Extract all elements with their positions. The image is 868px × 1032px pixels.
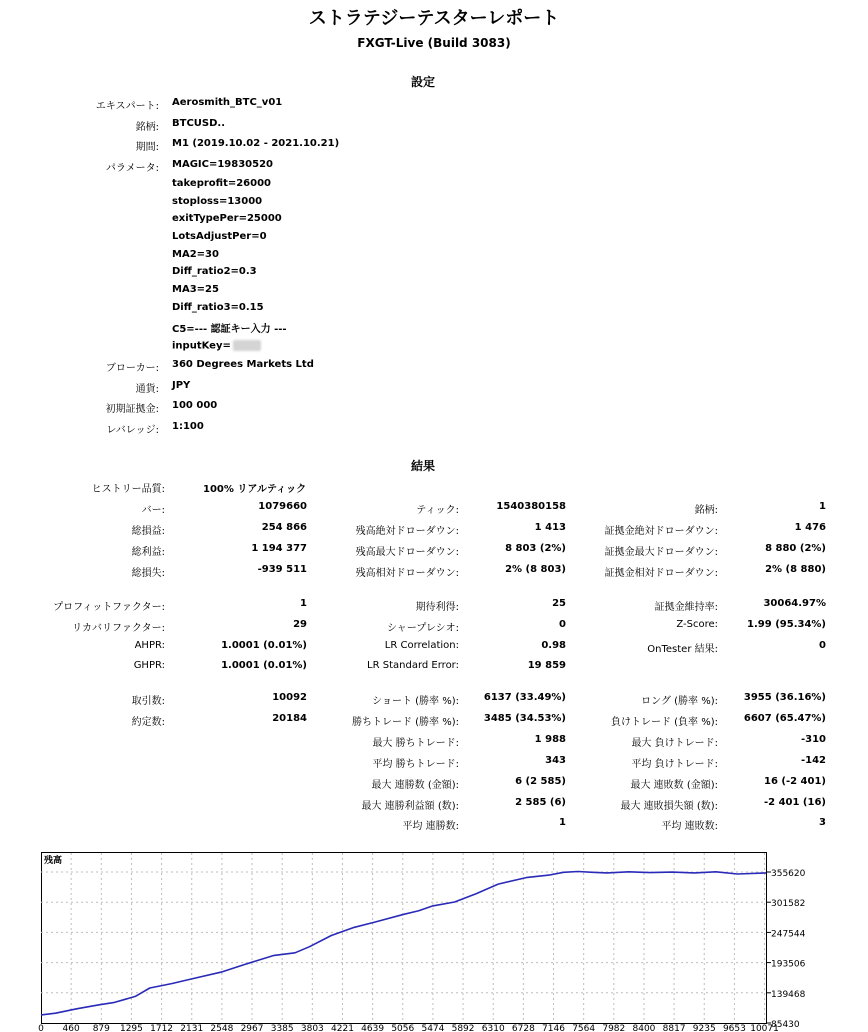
result-label: 平均 連敗数: <box>661 821 718 832</box>
result-value: 0 <box>819 640 826 651</box>
y-tick-label: 193506 <box>771 959 806 970</box>
setting-value <box>172 302 264 313</box>
result-value: 1.99 (95.34%) <box>747 619 826 630</box>
history-quality-label: ヒストリー品質: <box>91 484 165 495</box>
y-tick-label: 301582 <box>771 899 806 910</box>
setting-value <box>172 118 225 129</box>
result-label: 総利益: <box>131 547 165 558</box>
y-tick-label: 355620 <box>771 869 806 879</box>
result-value: 2% (8 803) <box>505 564 566 575</box>
setting-value-text: takeprofit=26000 <box>172 178 272 189</box>
chart-title: 残高 <box>44 856 63 866</box>
setting-label: 通貨: <box>135 384 159 395</box>
x-tick-label: 5892 <box>451 1024 475 1032</box>
result-value: -310 <box>800 734 826 745</box>
result-value: 3955 (36.16%) <box>743 692 826 703</box>
x-tick-label: 1712 <box>150 1024 174 1032</box>
setting-value-text: Diff_ratio2=0.3 <box>172 266 257 277</box>
x-tick-label: 879 <box>92 1024 110 1032</box>
result-label: 平均 連勝数: <box>402 821 459 832</box>
result-value: 0.98 <box>541 640 566 651</box>
setting-value <box>172 231 267 242</box>
setting-value <box>172 196 262 207</box>
setting-value <box>172 340 261 352</box>
result-label: 最大 連敗損失額 (数): <box>620 801 718 812</box>
y-tick-label: 139468 <box>771 989 806 1000</box>
result-value: 1 194 377 <box>251 543 307 554</box>
result-label: 勝ちトレード (勝率 %): <box>351 717 459 728</box>
redacted-key-blur <box>233 340 261 351</box>
result-value: 1 413 <box>534 522 566 533</box>
setting-value <box>172 284 219 295</box>
x-tick-label: 7146 <box>542 1024 565 1032</box>
results-heading: 結果 <box>410 459 435 473</box>
setting-label: レバレッジ: <box>106 425 159 436</box>
setting-value-text: 1:100 <box>172 421 204 432</box>
setting-label: ブローカー: <box>105 363 159 374</box>
setting-value-text: MA2=30 <box>172 249 219 260</box>
result-value: 2 585 (6) <box>515 797 566 808</box>
x-tick-label: 4221 <box>331 1024 354 1032</box>
setting-value <box>172 249 219 260</box>
setting-value <box>172 97 282 108</box>
result-value: 6607 (65.47%) <box>743 713 826 724</box>
setting-value <box>172 178 271 189</box>
setting-value-text: MAGIC=19830520 <box>172 159 274 170</box>
y-tick-label: 85430 <box>771 1020 800 1030</box>
result-label: 銘柄: <box>694 505 718 516</box>
result-label: 取引数: <box>131 696 165 707</box>
x-tick-label: 2548 <box>210 1024 234 1032</box>
x-tick-label: 8817 <box>662 1024 686 1032</box>
setting-value <box>172 380 190 391</box>
result-label: 残高相対ドローダウン: <box>355 568 459 579</box>
result-value: 1540380158 <box>496 501 566 512</box>
setting-value-text: LotsAdjustPer=0 <box>172 231 267 242</box>
result-label: 最大 連勝数 (金額): <box>371 780 459 791</box>
result-label: リカバリファクター: <box>72 623 165 634</box>
setting-value <box>172 400 217 411</box>
result-label: プロフィットファクター: <box>53 602 165 613</box>
result-value: -142 <box>800 755 826 766</box>
result-label: 平均 負けトレード: <box>631 759 718 770</box>
x-tick-label: 3385 <box>270 1024 294 1032</box>
x-tick-label: 5056 <box>391 1024 415 1032</box>
result-value: 3 <box>819 817 826 828</box>
history-quality-value: 100% リアルティック <box>203 484 307 495</box>
balance-chart-svg <box>38 852 868 1032</box>
balance-chart <box>38 852 868 1032</box>
result-value: 1 <box>559 817 566 828</box>
result-value: 254 866 <box>261 522 307 533</box>
result-label: ロング (勝率 %): <box>641 696 718 707</box>
result-label: 残高絶対ドローダウン: <box>355 526 459 537</box>
report-title: ストラテジーテスターレポート <box>308 8 560 29</box>
x-tick-label: 7982 <box>602 1024 626 1032</box>
result-value: 1 988 <box>534 734 566 745</box>
result-value: 2% (8 880) <box>765 564 826 575</box>
result-value: 16 (-2 401) <box>763 776 826 787</box>
x-tick-label: 5474 <box>421 1024 445 1032</box>
setting-value <box>172 159 273 170</box>
result-value: 8 803 (2%) <box>505 543 566 554</box>
result-label: 証拠金最大ドローダウン: <box>604 547 718 558</box>
result-label: 最大 連勝利益額 (数): <box>361 801 459 812</box>
result-value: 29 <box>293 619 307 630</box>
setting-label: パラメータ: <box>105 163 159 174</box>
x-tick-label: 2967 <box>240 1024 264 1032</box>
result-value: 6 (2 585) <box>515 776 566 787</box>
result-label: AHPR: <box>134 640 165 651</box>
setting-value <box>172 138 339 149</box>
result-label: 最大 負けトレード: <box>631 738 718 749</box>
result-label: ショート (勝率 %): <box>372 696 459 707</box>
setting-value-text: C5=--- 認証キー入力 --- <box>172 324 287 335</box>
result-value: 30064.97% <box>763 598 826 609</box>
result-value: 20184 <box>272 713 307 724</box>
x-tick-label: 8400 <box>632 1024 656 1032</box>
setting-value-text: MA3=25 <box>172 284 219 295</box>
setting-value-text: Diff_ratio3=0.15 <box>172 302 264 313</box>
result-label: 約定数: <box>131 717 165 728</box>
setting-label: 初期証拠金: <box>105 404 159 415</box>
result-label: 総損益: <box>131 526 165 537</box>
result-label: 負けトレード (負率 %): <box>610 717 718 728</box>
result-value: 1.0001 (0.01%) <box>221 660 307 671</box>
x-tick-label: 6310 <box>481 1024 505 1032</box>
x-tick-label: 9653 <box>722 1024 746 1032</box>
result-value: 0 <box>559 619 566 630</box>
setting-value <box>172 359 314 370</box>
result-label: シャープレシオ: <box>386 623 459 634</box>
setting-label: エキスパート: <box>95 101 159 112</box>
setting-label: 銘柄: <box>135 122 159 133</box>
x-tick-label: 6728 <box>511 1024 535 1032</box>
result-value: 1 <box>300 598 307 609</box>
setting-value-text: M1 (2019.10.02 - 2021.10.21) <box>172 138 340 149</box>
settings-heading: 設定 <box>410 75 435 89</box>
result-value: 6137 (33.49%) <box>483 692 566 703</box>
result-value: 1.0001 (0.01%) <box>221 640 307 651</box>
x-tick-label: 7564 <box>572 1024 596 1032</box>
setting-value-text: 100 000 <box>172 400 218 411</box>
result-label: 証拠金相対ドローダウン: <box>604 568 718 579</box>
x-tick-label: 10071 <box>750 1024 779 1032</box>
result-value: 3485 (34.53%) <box>483 713 566 724</box>
setting-label: 期間: <box>135 142 159 153</box>
result-value: 10092 <box>272 692 307 703</box>
setting-value-text: 360 Degrees Markets Ltd <box>172 359 314 370</box>
x-tick-label: 0 <box>38 1024 44 1032</box>
result-label: 総損失: <box>131 568 165 579</box>
setting-value-text: Aerosmith_BTC_v01 <box>172 97 283 108</box>
result-value: 1 476 <box>794 522 826 533</box>
setting-value <box>172 320 287 335</box>
result-value: 343 <box>545 755 566 766</box>
setting-value-text: stoploss=13000 <box>172 196 263 207</box>
result-label: 残高最大ドローダウン: <box>355 547 459 558</box>
report-subtitle: FXGT-Live (Build 3083) <box>357 36 511 50</box>
result-value: 1079660 <box>258 501 307 512</box>
setting-value-text: BTCUSD.. <box>172 118 226 129</box>
result-value: 19 859 <box>527 660 566 671</box>
result-label: GHPR: <box>133 660 165 671</box>
setting-value <box>172 266 257 277</box>
x-tick-label: 9235 <box>692 1024 716 1032</box>
setting-value-text: exitTypePer=25000 <box>172 213 282 224</box>
result-label: 最大 連敗数 (金額): <box>630 780 718 791</box>
x-tick-label: 460 <box>62 1024 80 1032</box>
y-tick-label: 247544 <box>771 929 806 940</box>
result-label: LR Standard Error: <box>367 660 459 671</box>
result-label: 証拠金維持率: <box>654 602 718 613</box>
setting-value-text: JPY <box>172 380 191 391</box>
result-label: 最大 勝ちトレード: <box>372 738 459 749</box>
result-label: 期待利得: <box>415 602 459 613</box>
x-tick-label: 3803 <box>300 1024 324 1032</box>
result-label: LR Correlation: <box>384 640 459 651</box>
result-label: ティック: <box>416 505 459 516</box>
result-label: Z-Score: <box>676 619 718 630</box>
setting-value-text: inputKey= <box>172 340 231 352</box>
result-label: 証拠金絶対ドローダウン: <box>604 526 718 537</box>
result-value: 1 <box>819 501 826 512</box>
setting-value <box>172 421 204 432</box>
x-tick-label: 1295 <box>119 1024 143 1032</box>
result-label: OnTester 結果: <box>647 644 718 655</box>
result-label: 平均 勝ちトレード: <box>372 759 459 770</box>
x-tick-label: 2131 <box>180 1024 204 1032</box>
setting-value <box>172 213 282 224</box>
result-value: 8 880 (2%) <box>765 543 826 554</box>
result-value: 25 <box>552 598 566 609</box>
chart-frame <box>42 853 767 1024</box>
x-tick-label: 4639 <box>361 1024 385 1032</box>
result-value: -2 401 (16) <box>763 797 826 808</box>
result-label: バー: <box>141 505 165 516</box>
result-value: -939 511 <box>257 564 307 575</box>
